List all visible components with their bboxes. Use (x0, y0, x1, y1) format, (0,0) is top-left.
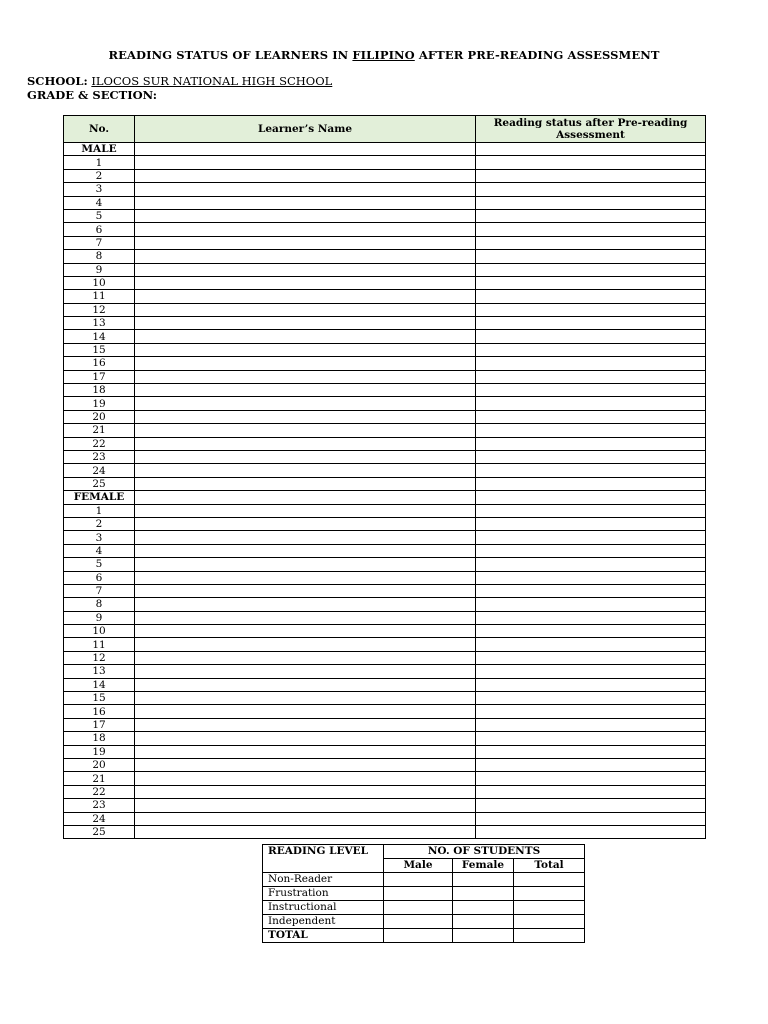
reading-status-cell[interactable] (476, 611, 706, 624)
table-row (64, 584, 706, 597)
reading-status-cell[interactable] (476, 169, 706, 182)
learner-name-cell[interactable] (135, 812, 476, 825)
learner-name-cell[interactable] (135, 263, 476, 276)
reading-status-cell[interactable] (476, 651, 706, 664)
reading-status-cell[interactable] (476, 263, 706, 276)
female-count-cell[interactable] (453, 915, 514, 929)
learner-name-cell[interactable] (135, 491, 476, 504)
row-number: 2 (64, 517, 135, 530)
table-row (64, 464, 706, 477)
table-row (64, 531, 706, 544)
table-row (64, 785, 706, 798)
reading-status-cell[interactable] (476, 678, 706, 691)
learner-name-cell[interactable] (135, 397, 476, 410)
row-number: 19 (64, 745, 135, 758)
learner-name-cell[interactable] (135, 276, 476, 289)
row-number: 16 (64, 357, 135, 370)
learner-name-cell[interactable] (135, 785, 476, 798)
learner-name-cell[interactable] (135, 625, 476, 638)
row-number: 20 (64, 758, 135, 771)
col-header-female: Female (453, 859, 514, 873)
male-section-label: MALE (64, 143, 135, 156)
document-title (0, 48, 768, 62)
reading-status-cell[interactable] (476, 384, 706, 397)
reading-status-cell[interactable] (476, 196, 706, 209)
row-number: 15 (64, 343, 135, 356)
col-header-male: Male (384, 859, 453, 873)
no-of-students-header: NO. OF STUDENTS (384, 845, 585, 859)
table-row (64, 317, 706, 330)
school-value: ILOCOS SUR NATIONAL HIGH SCHOOL (91, 74, 333, 88)
grade-section-label: GRADE & SECTION: (27, 88, 157, 102)
male-count-cell[interactable] (384, 887, 453, 901)
table-row (64, 625, 706, 638)
learner-name-cell[interactable] (135, 651, 476, 664)
learner-name-cell[interactable] (135, 758, 476, 771)
school-label: SCHOOL: (27, 74, 88, 88)
table-row (64, 611, 706, 624)
table-row (64, 263, 706, 276)
learner-name-cell[interactable] (135, 732, 476, 745)
total-count-cell[interactable] (514, 901, 585, 915)
reading-status-cell[interactable] (476, 437, 706, 450)
learner-name-cell[interactable] (135, 705, 476, 718)
male-section-row (64, 143, 706, 156)
reading-level-name: Non-Reader (263, 873, 384, 887)
row-number: 8 (64, 250, 135, 263)
row-number: 7 (64, 236, 135, 249)
learner-name-cell[interactable] (135, 692, 476, 705)
table-row (64, 437, 706, 450)
learner-name-cell[interactable] (135, 772, 476, 785)
male-count-cell[interactable] (384, 915, 453, 929)
table-row (64, 410, 706, 423)
table-row (64, 692, 706, 705)
reading-status-cell[interactable] (476, 464, 706, 477)
reading-status-cell[interactable] (476, 370, 706, 383)
row-number: 2 (64, 169, 135, 182)
row-number: 16 (64, 705, 135, 718)
table-row (64, 384, 706, 397)
row-number: 10 (64, 276, 135, 289)
learner-name-cell[interactable] (135, 504, 476, 517)
row-number: 22 (64, 785, 135, 798)
learner-name-cell[interactable] (135, 384, 476, 397)
learner-name-cell[interactable] (135, 357, 476, 370)
learner-name-cell[interactable] (135, 544, 476, 557)
table-row (64, 303, 706, 316)
reading-status-cell[interactable] (476, 544, 706, 557)
roster-table (63, 115, 706, 839)
row-number: 9 (64, 263, 135, 276)
reading-status-cell[interactable] (476, 638, 706, 651)
row-number: 18 (64, 732, 135, 745)
female-count-cell[interactable] (453, 901, 514, 915)
learner-name-cell[interactable] (135, 330, 476, 343)
reading-status-cell[interactable] (476, 343, 706, 356)
learner-name-cell[interactable] (135, 223, 476, 236)
learner-name-cell[interactable] (135, 183, 476, 196)
female-total-cell[interactable] (453, 929, 514, 943)
row-number: 13 (64, 665, 135, 678)
row-number: 3 (64, 531, 135, 544)
table-row (64, 183, 706, 196)
reading-status-cell[interactable] (476, 303, 706, 316)
table-row (64, 250, 706, 263)
learner-name-cell[interactable] (135, 558, 476, 571)
reading-status-cell[interactable] (476, 517, 706, 530)
table-row (64, 424, 706, 437)
table-row (64, 330, 706, 343)
row-number: 1 (64, 504, 135, 517)
table-row (64, 825, 706, 838)
summary-row (263, 873, 585, 887)
table-row (64, 745, 706, 758)
reading-status-cell[interactable] (476, 276, 706, 289)
male-count-cell[interactable] (384, 873, 453, 887)
reading-status-cell[interactable] (476, 692, 706, 705)
reading-status-cell[interactable] (476, 290, 706, 303)
table-row (64, 638, 706, 651)
reading-level-name: Instructional (263, 901, 384, 915)
row-number: 11 (64, 290, 135, 303)
row-number: 6 (64, 571, 135, 584)
female-section-row (64, 491, 706, 504)
total-count-cell[interactable] (514, 887, 585, 901)
learner-name-cell[interactable] (135, 825, 476, 838)
row-number: 11 (64, 638, 135, 651)
reading-status-cell[interactable] (476, 491, 706, 504)
table-row (64, 209, 706, 222)
row-number: 24 (64, 812, 135, 825)
table-row (64, 665, 706, 678)
learner-name-cell[interactable] (135, 477, 476, 490)
reading-status-cell[interactable] (476, 397, 706, 410)
reading-status-cell[interactable] (476, 183, 706, 196)
learner-name-cell[interactable] (135, 611, 476, 624)
table-row (64, 705, 706, 718)
table-row (64, 758, 706, 771)
learner-name-cell[interactable] (135, 678, 476, 691)
learner-name-cell[interactable] (135, 143, 476, 156)
learner-name-cell[interactable] (135, 410, 476, 423)
reading-status-cell[interactable] (476, 424, 706, 437)
row-number: 7 (64, 584, 135, 597)
row-number: 4 (64, 544, 135, 557)
learner-name-cell[interactable] (135, 450, 476, 463)
row-number: 25 (64, 825, 135, 838)
col-header-total: Total (514, 859, 585, 873)
female-count-cell[interactable] (453, 873, 514, 887)
table-row (64, 544, 706, 557)
table-row (64, 370, 706, 383)
male-count-cell[interactable] (384, 901, 453, 915)
table-row (64, 169, 706, 182)
reading-status-cell[interactable] (476, 665, 706, 678)
summary-row (263, 901, 585, 915)
learner-name-cell[interactable] (135, 317, 476, 330)
reading-status-cell[interactable] (476, 330, 706, 343)
learner-name-cell[interactable] (135, 424, 476, 437)
reading-status-cell[interactable] (476, 772, 706, 785)
reading-status-cell[interactable] (476, 357, 706, 370)
reading-status-cell[interactable] (476, 477, 706, 490)
row-number: 23 (64, 450, 135, 463)
summary-row (263, 915, 585, 929)
total-count-cell[interactable] (514, 915, 585, 929)
learner-name-cell[interactable] (135, 665, 476, 678)
title-part-1: READING STATUS OF LEARNERS IN (108, 48, 353, 62)
row-number: 20 (64, 410, 135, 423)
title-part-2: AFTER PRE-READING ASSESSMENT (414, 48, 660, 62)
learner-name-cell[interactable] (135, 303, 476, 316)
row-number: 22 (64, 437, 135, 450)
table-row (64, 772, 706, 785)
row-number: 3 (64, 183, 135, 196)
learner-name-cell[interactable] (135, 531, 476, 544)
table-row (64, 196, 706, 209)
learner-name-cell[interactable] (135, 571, 476, 584)
row-number: 23 (64, 799, 135, 812)
learner-name-cell[interactable] (135, 250, 476, 263)
reading-level-name: Frustration (263, 887, 384, 901)
row-number: 21 (64, 772, 135, 785)
reading-status-cell[interactable] (476, 223, 706, 236)
reading-status-cell[interactable] (476, 812, 706, 825)
grade-section-line (27, 88, 157, 102)
table-row (64, 812, 706, 825)
reading-status-cell[interactable] (476, 558, 706, 571)
row-number: 18 (64, 384, 135, 397)
table-row (64, 651, 706, 664)
table-row (64, 571, 706, 584)
learner-name-cell[interactable] (135, 236, 476, 249)
learner-name-cell[interactable] (135, 290, 476, 303)
table-row (64, 517, 706, 530)
learner-name-cell[interactable] (135, 584, 476, 597)
table-row (64, 156, 706, 169)
row-number: 8 (64, 598, 135, 611)
summary-total-row (263, 929, 585, 943)
roster-body (64, 143, 706, 839)
row-number: 19 (64, 397, 135, 410)
learner-name-cell[interactable] (135, 169, 476, 182)
school-line (27, 74, 332, 88)
reading-status-cell[interactable] (476, 584, 706, 597)
table-row (64, 236, 706, 249)
col-header-reading-status: Reading status after Pre-reading Assessment (476, 116, 706, 143)
reading-status-cell[interactable] (476, 531, 706, 544)
learner-name-cell[interactable] (135, 745, 476, 758)
table-row (64, 276, 706, 289)
learner-name-cell[interactable] (135, 638, 476, 651)
summary-body (263, 845, 585, 943)
row-number: 14 (64, 678, 135, 691)
table-row (64, 598, 706, 611)
learner-name-cell[interactable] (135, 156, 476, 169)
table-row (64, 397, 706, 410)
reading-level-header: READING LEVEL (263, 845, 384, 873)
learner-name-cell[interactable] (135, 370, 476, 383)
reading-status-cell[interactable] (476, 450, 706, 463)
learner-name-cell[interactable] (135, 718, 476, 731)
row-number: 6 (64, 223, 135, 236)
row-number: 17 (64, 370, 135, 383)
table-row (64, 732, 706, 745)
reading-status-cell[interactable] (476, 732, 706, 745)
row-number: 14 (64, 330, 135, 343)
row-number: 25 (64, 477, 135, 490)
row-number: 5 (64, 209, 135, 222)
reading-status-cell[interactable] (476, 156, 706, 169)
reading-status-cell[interactable] (476, 236, 706, 249)
learner-name-cell[interactable] (135, 209, 476, 222)
row-number: 5 (64, 558, 135, 571)
table-row (64, 504, 706, 517)
col-header-no: No. (64, 116, 135, 143)
table-row (64, 678, 706, 691)
reading-status-cell[interactable] (476, 571, 706, 584)
row-number: 13 (64, 317, 135, 330)
row-number: 15 (64, 692, 135, 705)
roster-header-row (64, 116, 706, 143)
row-number: 1 (64, 156, 135, 169)
row-number: 21 (64, 424, 135, 437)
learner-name-cell[interactable] (135, 517, 476, 530)
row-number: 10 (64, 625, 135, 638)
table-row (64, 558, 706, 571)
title-subject: FILIPINO (352, 48, 415, 62)
row-number: 12 (64, 303, 135, 316)
reading-status-cell[interactable] (476, 317, 706, 330)
table-row (64, 477, 706, 490)
learner-name-cell[interactable] (135, 343, 476, 356)
table-row (64, 799, 706, 812)
total-label: TOTAL (263, 929, 384, 943)
row-number: 9 (64, 611, 135, 624)
female-section-label: FEMALE (64, 491, 135, 504)
reading-status-cell[interactable] (476, 250, 706, 263)
row-number: 24 (64, 464, 135, 477)
learner-name-cell[interactable] (135, 799, 476, 812)
reading-level-name: Independent (263, 915, 384, 929)
total-count-cell[interactable] (514, 873, 585, 887)
reading-status-cell[interactable] (476, 598, 706, 611)
reading-status-cell[interactable] (476, 825, 706, 838)
table-row (64, 343, 706, 356)
table-row (64, 223, 706, 236)
table-row (64, 357, 706, 370)
summary-table (262, 844, 585, 943)
learner-name-cell[interactable] (135, 464, 476, 477)
table-row (64, 450, 706, 463)
row-number: 12 (64, 651, 135, 664)
reading-status-cell[interactable] (476, 705, 706, 718)
female-count-cell[interactable] (453, 887, 514, 901)
learner-name-cell[interactable] (135, 196, 476, 209)
reading-status-cell[interactable] (476, 785, 706, 798)
reading-status-cell[interactable] (476, 410, 706, 423)
summary-header-row (263, 845, 585, 859)
reading-status-cell[interactable] (476, 718, 706, 731)
summary-row (263, 887, 585, 901)
reading-status-cell[interactable] (476, 799, 706, 812)
learner-name-cell[interactable] (135, 598, 476, 611)
reading-status-cell[interactable] (476, 625, 706, 638)
table-row (64, 290, 706, 303)
row-number: 17 (64, 718, 135, 731)
col-header-learner-name: Learner’s Name (135, 116, 476, 143)
reading-status-cell[interactable] (476, 209, 706, 222)
reading-status-cell[interactable] (476, 143, 706, 156)
male-total-cell[interactable] (384, 929, 453, 943)
reading-status-cell[interactable] (476, 745, 706, 758)
learner-name-cell[interactable] (135, 437, 476, 450)
row-number: 4 (64, 196, 135, 209)
reading-status-cell[interactable] (476, 758, 706, 771)
grand-total-cell[interactable] (514, 929, 585, 943)
table-row (64, 718, 706, 731)
reading-status-cell[interactable] (476, 504, 706, 517)
